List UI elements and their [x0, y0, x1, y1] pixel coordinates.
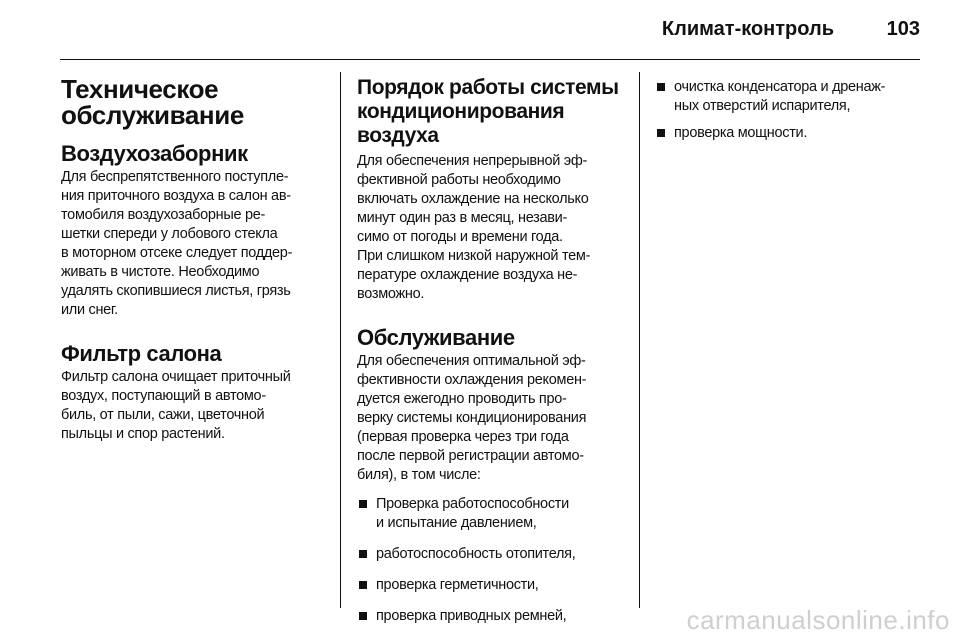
- page-header: [60, 18, 926, 46]
- watermark: carmanualsonline.info: [686, 605, 950, 635]
- ac-operation-text: Для обеспечения непрерывной эф- фективной работы необходимо включать охлаждение на несколько минут один раз в месяц, незави- симо от погоды и времени года. При слишком низкой наружной тем- пературе охлаждение воздуха не- возможно.: [357, 153, 591, 302]
- bullet-square-icon: [359, 500, 367, 508]
- air-intake-text: Для беспрепятственного поступле- ния приточного воздуха в салон ав- томобиля воздухозаборные ре- шетки спереди у лобового стекла в моторном отсеке следует поддер- живать в чистоте. Необходимо удалять скопившиеся листья, грязь или снег.: [61, 169, 293, 318]
- list-item: проверка приводных ремней,: [357, 607, 622, 626]
- column-divider-2: [639, 72, 640, 608]
- service-text: Для обеспечения оптимальной эф- фективности охлаждения рекомен- дуется ежегодно проводить про- верку системы кондиционирования (первая проверка через три года после первой регистрации автомо- биля), в том числе:: [357, 353, 587, 483]
- bullet-square-icon: [657, 83, 665, 91]
- header-title: Климат-контроль: [661, 18, 834, 40]
- list-item: очистка конденсатора и дренаж- ных отверстий испарителя,: [655, 78, 920, 116]
- ac-operation-heading: Порядок работы системы кондиционирования воздуха: [357, 76, 619, 147]
- column-divider-1: [340, 72, 341, 608]
- column-1: [61, 72, 323, 466]
- cabin-filter-heading: Фильтр салона: [61, 341, 222, 366]
- cabin-filter-text: Фильтр салона очищает приточный воздух, поступающий в автомо- биль, от пыли, сажи, цветочной пыльцы и спор растений.: [61, 369, 291, 442]
- list-item: работоспособность отопителя,: [357, 545, 622, 564]
- air-intake-heading: Воздухозаборник: [61, 141, 248, 166]
- column-3: [655, 72, 920, 151]
- main-heading: Техническое обслуживание: [61, 74, 244, 130]
- header-rule: [60, 59, 920, 60]
- bullet-square-icon: [359, 612, 367, 620]
- bullet-square-icon: [359, 581, 367, 589]
- list-item: проверка герметичности,: [357, 576, 622, 595]
- column-2: [357, 72, 622, 638]
- bullet-square-icon: [359, 550, 367, 558]
- list-item: проверка мощности.: [655, 124, 920, 143]
- service-heading: Обслуживание: [357, 325, 515, 350]
- page-number: 103: [886, 18, 920, 40]
- list-item: Проверка работоспособности и испытание давлением,: [357, 495, 622, 533]
- service-list-continued: [655, 78, 920, 143]
- service-list: [357, 495, 622, 626]
- bullet-square-icon: [657, 129, 665, 137]
